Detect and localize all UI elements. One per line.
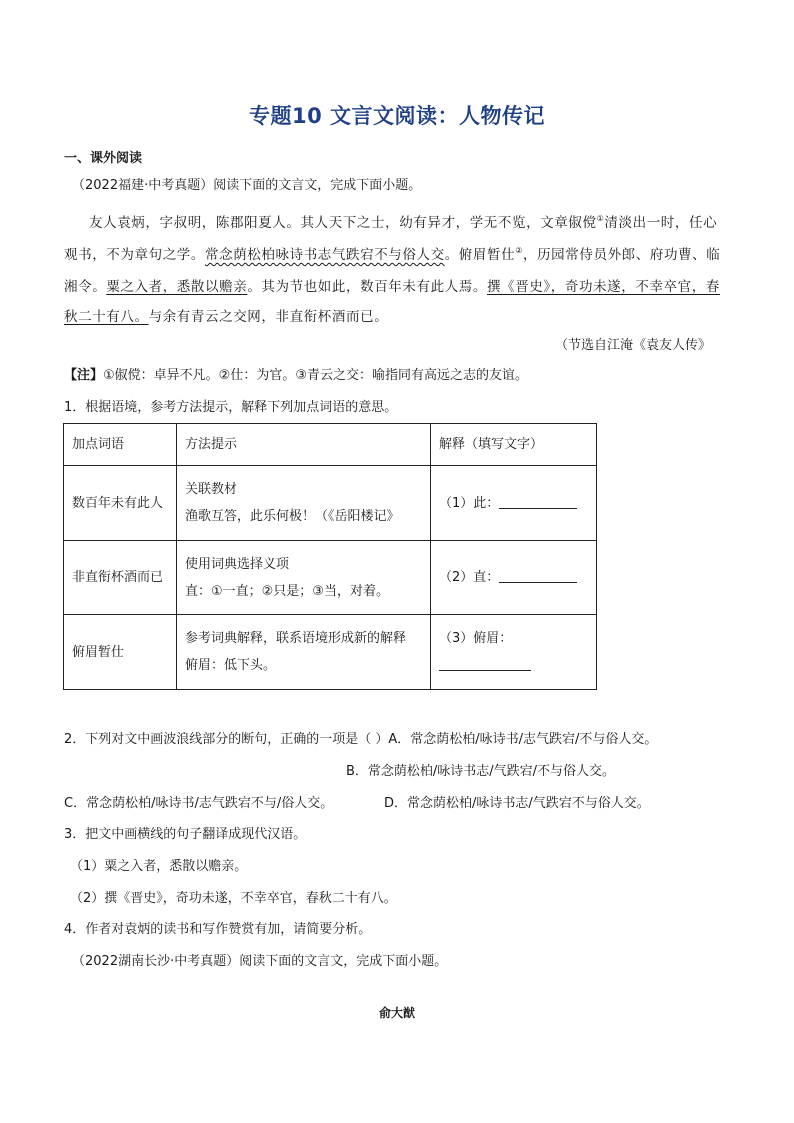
- underlined-sentence-2-end: 秋二十有八。: [64, 309, 149, 325]
- question-1-table: [63, 423, 597, 690]
- note-marker: ②: [515, 246, 523, 255]
- table-cell-hint: [177, 541, 431, 615]
- table-header-cell: 方法提示: [177, 424, 431, 466]
- notes-label: 【注】: [64, 368, 104, 383]
- hint-line: 关联教材: [185, 482, 238, 497]
- table-cell-hint: [177, 466, 431, 541]
- passage-line-4: [64, 305, 388, 325]
- table-row: [64, 615, 597, 690]
- question-4-stem: 4．作者对袁炳的读书和写作赞赏有加，请简要分析。: [64, 922, 372, 937]
- notes: [64, 367, 528, 385]
- table-cell-word: 俯眉暂仕: [64, 615, 177, 690]
- option-c[interactable]: C．常念荫松柏/咏诗书/志气跌宕不与/俗人交。: [64, 796, 334, 811]
- question-3-sentence-2: （2）撰《晋史》，奇功未遂，不幸卒官，春秋二十有八。: [70, 891, 397, 906]
- passage-text: 湘令。: [64, 279, 107, 295]
- table-cell-hint: [177, 615, 431, 690]
- table-cell-answer: [431, 541, 597, 615]
- notes-text: ①俶傥：卓异不凡。②仕：为官。③青云之交：喻指同有高远之志的友谊。: [103, 368, 528, 383]
- table-cell-word: 非直衔杯酒而已: [64, 541, 177, 615]
- question-3-sentence-1: （1）粟之入者，悉散以赡亲。: [70, 859, 248, 874]
- answer-blank[interactable]: [499, 494, 577, 509]
- option-b[interactable]: B．常念荫松柏/咏诗书志/气跌宕/不与俗人交。: [346, 764, 616, 779]
- underlined-sentence-1: 粟之入者，悉散以赡亲: [106, 279, 248, 295]
- table-cell-answer: [431, 466, 597, 541]
- table-row: [64, 466, 597, 541]
- passage-text: 。俯眉暂仕: [444, 247, 516, 263]
- question-2-stem: 2．下列对文中画波浪线部分的断句，正确的一项是（ ）A．常念荫松柏/咏诗书/志气跌宕/不与俗人交。: [64, 732, 658, 747]
- hint-line: 俯眉：低下头。: [185, 658, 277, 673]
- passage-title: 俞大猷: [378, 1006, 415, 1020]
- hint-line: 使用词典选择义项: [185, 556, 290, 572]
- passage-text: 与余有青云之交网，非直衔杯酒而已。: [148, 309, 389, 325]
- passage-text: 。其为节也如此，数百年未有此人焉。: [247, 279, 488, 295]
- answer-label: （3）俯眉：: [439, 631, 513, 646]
- answer-label: （2）直：: [439, 570, 500, 585]
- hint-line: 参考词典解释，联系语境形成新的解释: [185, 631, 407, 646]
- option-d[interactable]: D．常念荫松柏/咏诗书志/气跌宕不与俗人交。: [384, 796, 650, 811]
- question-3-stem: 3．把文中画横线的句子翻译成现代汉语。: [64, 827, 307, 842]
- note-marker: ①: [596, 214, 605, 223]
- answer-blank[interactable]: [439, 656, 531, 671]
- table-row: [64, 541, 597, 615]
- answer-label: （1）此：: [439, 495, 500, 511]
- page-title: 专题10 文言文阅读：人物传记: [248, 104, 546, 128]
- passage-text: ，历园常侍员外郎、府功曹、临: [522, 247, 721, 263]
- table-cell-answer: [431, 615, 597, 690]
- passage-line-3: [64, 275, 720, 295]
- wavy-underlined-sentence: 常念荫松柏咏诗书志气跌宕不与俗人交: [205, 247, 445, 263]
- hint-line: 直：①一直；②只是；③当，对着。: [185, 583, 389, 599]
- intro-line-1: （2022福建·中考真题）阅读下面的文言文，完成下面小题。: [72, 178, 422, 193]
- passage-source: （节选自江淹《袁友人传》: [555, 338, 712, 353]
- question-1-stem: 1．根据语境，参考方法提示，解释下列加点词语的意思。: [64, 400, 398, 415]
- table-header-cell: 解释（填写文字）: [431, 424, 597, 466]
- table-header-cell: 加点词语: [64, 424, 177, 466]
- table-cell-word: 数百年未有此人: [64, 466, 177, 541]
- section-heading: 一、课外阅读: [64, 151, 143, 166]
- answer-blank[interactable]: [499, 568, 577, 583]
- passage-text: 清淡出一时，任心: [604, 215, 718, 231]
- passage-line-1: [89, 211, 717, 231]
- table-header-row: [64, 424, 597, 466]
- passage-text: 友人袁炳，字叔明，陈郡阳夏人。其人天下之士，幼有异才，学无不览，文章俶傥: [89, 215, 597, 231]
- hint-line: 渔歌互答，此乐何极！（《岳阳楼记》: [185, 509, 400, 524]
- passage-line-2: [64, 243, 720, 263]
- passage-text: 观书，不为章句之学。: [64, 247, 205, 263]
- underlined-sentence-2: 撰《晋史》，奇功未遂，不幸卒官，春: [487, 279, 720, 295]
- intro-line-2: （2022湖南长沙·中考真题）阅读下面的文言文，完成下面小题。: [72, 954, 448, 969]
